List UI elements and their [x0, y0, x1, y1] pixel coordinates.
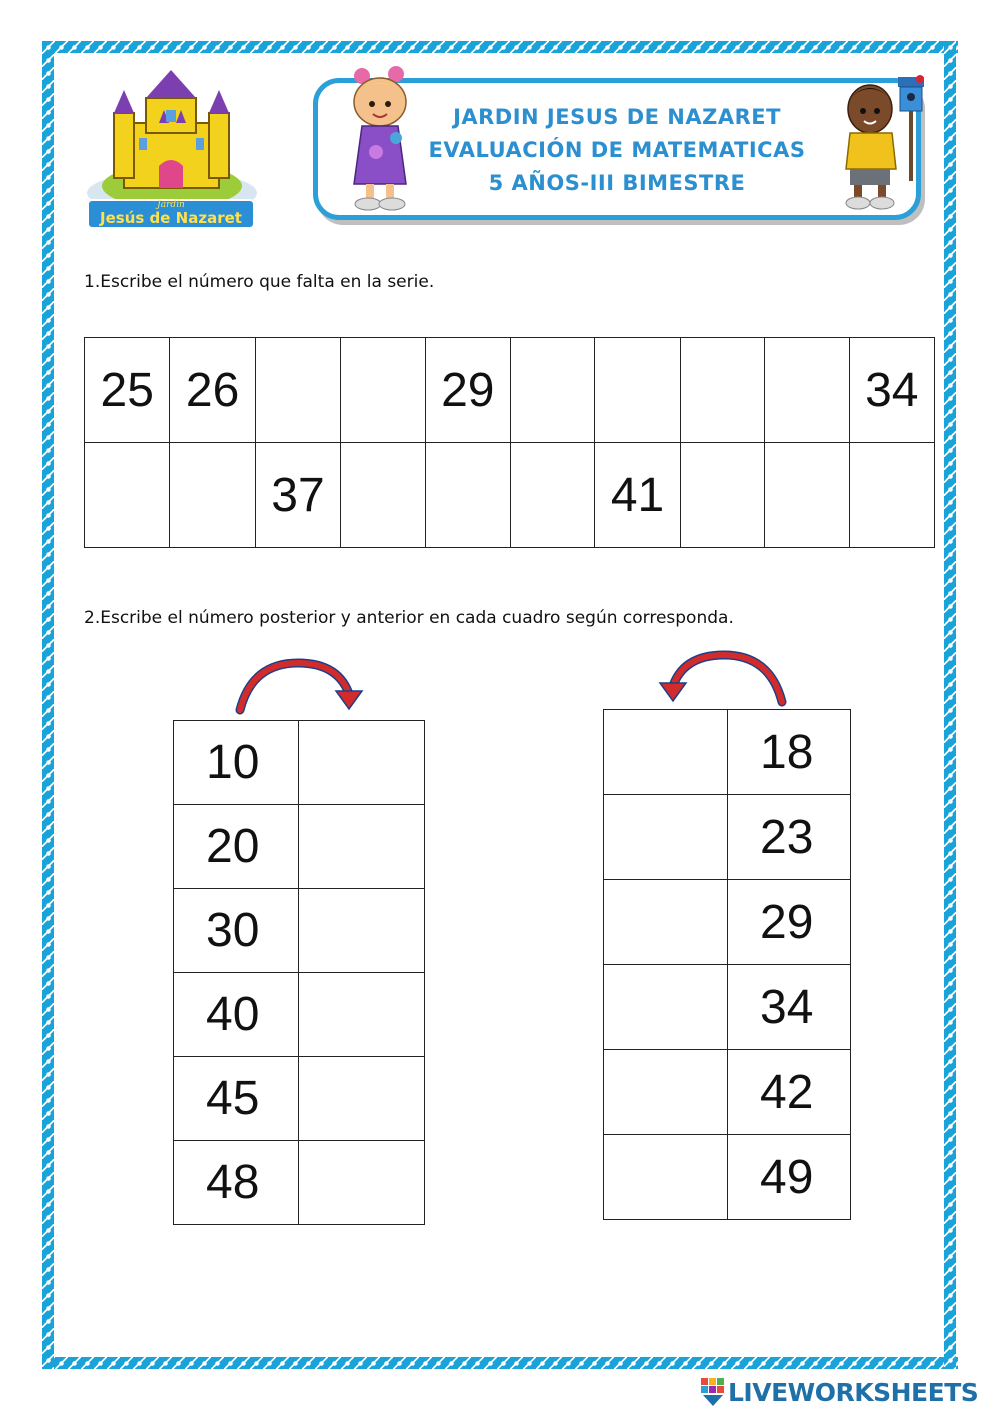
series-answer-cell[interactable] [341, 338, 425, 443]
series-cell: 34 [849, 338, 934, 443]
page-border-bottom [42, 1357, 958, 1369]
table-row [604, 710, 851, 795]
given-number: 48 [174, 1141, 299, 1225]
series-answer-cell[interactable] [765, 338, 849, 443]
given-number: 18 [728, 710, 851, 795]
series-answer-cell[interactable] [425, 443, 510, 548]
given-number: 49 [728, 1135, 851, 1220]
series-answer-cell[interactable] [680, 338, 764, 443]
series-answer-cell[interactable] [341, 443, 425, 548]
series-answer-cell[interactable] [680, 443, 764, 548]
given-number: 30 [174, 889, 299, 973]
successor-answer-cell[interactable] [299, 1141, 425, 1225]
series-row-1 [85, 338, 935, 443]
grade-period: 5 AÑOS-III BIMESTRE [488, 171, 746, 195]
predecessor-answer-cell[interactable] [604, 795, 728, 880]
series-cell: 37 [255, 443, 340, 548]
liveworksheets-brand[interactable] [700, 1375, 978, 1409]
table-row [174, 721, 425, 805]
series-cell: 26 [170, 338, 255, 443]
table-row [174, 889, 425, 973]
table-row [174, 1141, 425, 1225]
series-cell: 29 [425, 338, 510, 443]
table-row [604, 1050, 851, 1135]
table-row [604, 1135, 851, 1220]
boy-illustration [836, 75, 928, 213]
school-name: JARDIN JESUS DE NAZARET [453, 105, 781, 129]
series-answer-cell[interactable] [510, 443, 594, 548]
backward-arrow-icon [655, 647, 790, 707]
series-answer-cell[interactable] [595, 338, 680, 443]
series-answer-cell[interactable] [849, 443, 934, 548]
page-border-top [42, 41, 958, 53]
successor-answer-cell[interactable] [299, 973, 425, 1057]
liveworksheets-logo-icon [700, 1377, 726, 1407]
given-number: 20 [174, 805, 299, 889]
predecessor-answer-cell[interactable] [604, 880, 728, 965]
series-cell: 41 [595, 443, 680, 548]
page-border-left [42, 41, 54, 1369]
series-answer-cell[interactable] [510, 338, 594, 443]
series-row-2 [85, 443, 935, 548]
series-answer-cell[interactable] [85, 443, 170, 548]
series-cell: 25 [85, 338, 170, 443]
predecessor-table [603, 709, 851, 1220]
exercise-1-instruction: 1.Escribe el número que falta en la serie. [84, 272, 435, 292]
predecessor-answer-cell[interactable] [604, 1050, 728, 1135]
predecessor-answer-cell[interactable] [604, 1135, 728, 1220]
forward-arrow-icon [232, 655, 367, 715]
given-number: 45 [174, 1057, 299, 1141]
school-logo [84, 68, 259, 233]
series-answer-cell[interactable] [765, 443, 849, 548]
successor-answer-cell[interactable] [299, 889, 425, 973]
successor-answer-cell[interactable] [299, 1057, 425, 1141]
table-row [604, 880, 851, 965]
given-number: 42 [728, 1050, 851, 1135]
table-row [174, 805, 425, 889]
successor-table [173, 720, 425, 1225]
successor-answer-cell[interactable] [299, 805, 425, 889]
table-row [174, 1057, 425, 1141]
predecessor-answer-cell[interactable] [604, 710, 728, 795]
series-answer-cell[interactable] [170, 443, 255, 548]
exercise-2-instruction: 2.Escribe el número posterior y anterior en cada cuadro según corresponda. [84, 608, 734, 628]
page-border-right [944, 41, 956, 1369]
number-series-table [84, 337, 935, 548]
table-row [604, 965, 851, 1050]
given-number: 23 [728, 795, 851, 880]
logo-caption-main: Jesús de Nazaret [100, 209, 242, 227]
predecessor-answer-cell[interactable] [604, 965, 728, 1050]
given-number: 34 [728, 965, 851, 1050]
logo-caption-small: Jardín [157, 200, 185, 210]
series-answer-cell[interactable] [255, 338, 340, 443]
table-row [604, 795, 851, 880]
given-number: 10 [174, 721, 299, 805]
successor-answer-cell[interactable] [299, 721, 425, 805]
given-number: 40 [174, 973, 299, 1057]
exam-title: EVALUACIÓN DE MATEMATICAS [428, 138, 806, 162]
given-number: 29 [728, 880, 851, 965]
liveworksheets-brand-text: LIVEWORKSHEETS [728, 1377, 979, 1407]
table-row [174, 973, 425, 1057]
girl-illustration [340, 62, 420, 214]
